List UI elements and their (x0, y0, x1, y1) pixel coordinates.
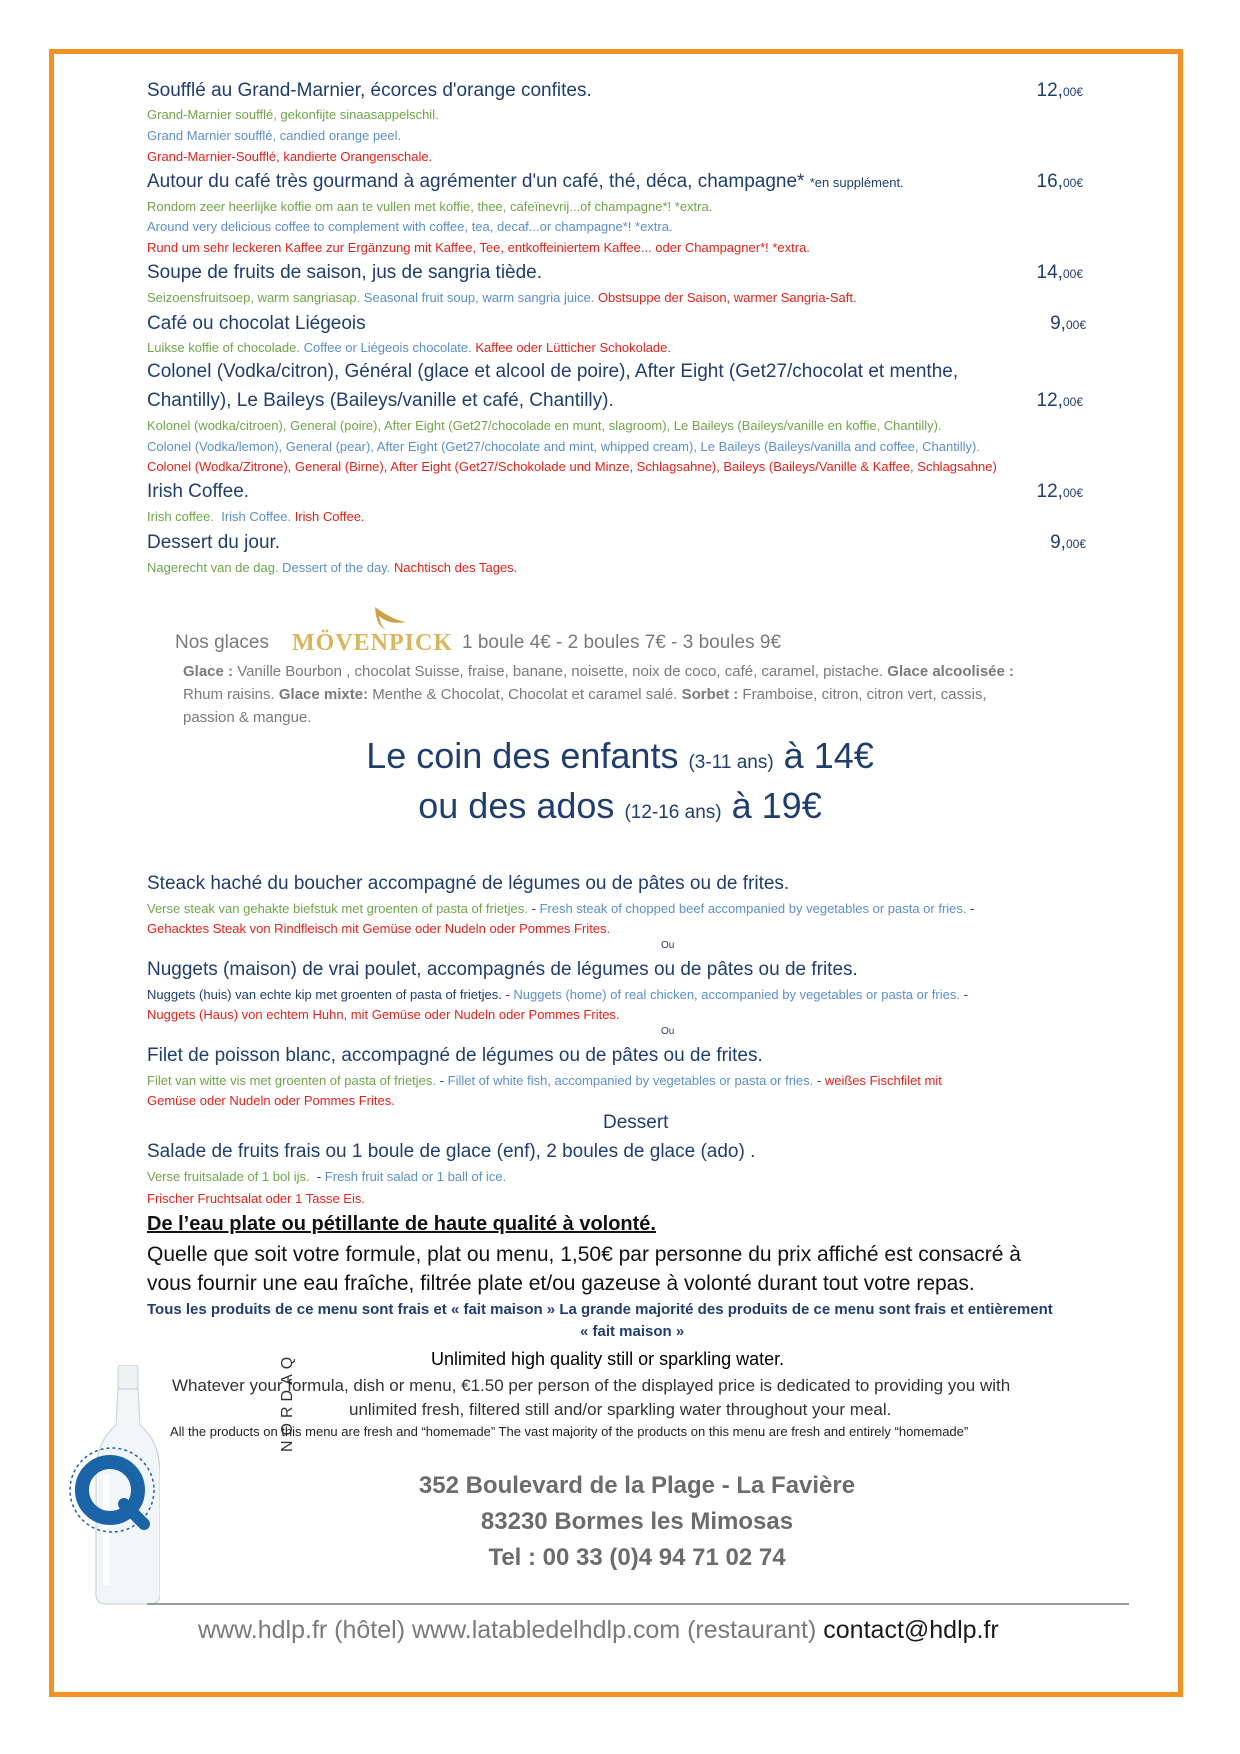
item-3-title: Soupe de fruits de saison, jus de sangria tiède. (147, 262, 543, 283)
item-2-german: Rund um sehr leckeren Kaffee zur Ergänzung mit Kaffee, Tee, entkoffeiniertem Kaffee... oder Champagner*! *extra. (147, 240, 810, 255)
kids-dessert-title: Salade de fruits frais ou 1 boule de glace (enf), 2 boules de glace (ado) . (147, 1141, 756, 1162)
q-logo-icon (62, 1440, 162, 1540)
item-2-dutch: Rondom zeer heerlijke koffie om aan te vullen met koffie, thee, cafeïnevrij...of champagne*! *extra. (147, 199, 713, 214)
water-title-fr: De l’eau plate ou pétillante de haute qualité à volonté. (147, 1213, 656, 1235)
kids-heading-2: ou des ados (12-16 ans) à 19€ (418, 785, 822, 826)
nordaq-logo-text: NORDAQ (279, 1351, 296, 1452)
address-line-2: 83230 Bormes les Mimosas (480, 1508, 794, 1535)
movenpick-logo (290, 604, 460, 658)
item-5-title: Colonel (Vodka/citron), Général (glace et alcool de poire), After Eight (Get27/chocolat et menthe, (147, 361, 959, 382)
address-line-1: 352 Boulevard de la Plage - La Favière (418, 1472, 856, 1499)
item-5-price: 12,00€ (1036, 390, 1083, 411)
water-text-en-2: unlimited fresh, filtered still and/or sparkling water throughout your meal. (349, 1400, 892, 1419)
water-text-fr-2: vous fournir une eau fraîche, filtrée plate et/ou gazeuse à volonté durant tout votre repas. (147, 1272, 975, 1295)
or-separator-2: Ou (661, 1026, 675, 1037)
water-text-en-1: Whatever your formula, dish or menu, €1.50 per person of the displayed price is dedicated to providing you with (172, 1376, 1011, 1395)
ice-cream-prices: 1 boule 4€ - 2 boules 7€ - 3 boules 9€ (462, 632, 782, 653)
kids-dessert-translations: Verse fruitsalade of 1 bol ijs. - Fresh fruit salad or 1 ball of ice. (147, 1169, 507, 1184)
kids-dessert-german: Frischer Fruchtsalat oder 1 Tasse Eis. (147, 1191, 365, 1206)
item-1-title: Soufflé au Grand-Marnier, écorces d'orange confites. (147, 80, 592, 101)
item-1-price: 12,00€ (1036, 80, 1083, 101)
or-separator-1: Ou (661, 940, 675, 951)
movenpick-brand: MÖVENPICK (292, 630, 453, 656)
item-4-translations: Luikse koffie of chocolade. Coffee or Liégeois chocolate. Kaffee oder Lütticher Schokolade. (147, 340, 672, 355)
item-6-translations: Irish coffee. Irish Coffee. Irish Coffee. (147, 509, 365, 524)
water-note-fr-2: « fait maison » (580, 1323, 685, 1340)
footer-divider (147, 1603, 1129, 1605)
ice-cream-label: Nos glaces (175, 632, 269, 653)
item-4-price: 9,00€ (1050, 313, 1086, 334)
item-1-german: Grand-Marnier-Soufflé, kandierte Orangenschale. (147, 149, 433, 164)
item-1-dutch: Grand-Marnier soufflé, gekonfijte sinaasappelschil. (147, 107, 439, 122)
item-4-title: Café ou chocolat Liégeois (147, 313, 366, 334)
item-7-price: 9,00€ (1050, 532, 1086, 553)
kids-dish-3-title: Filet de poisson blanc, accompagné de légumes ou de pâtes ou de frites. (147, 1045, 763, 1066)
nordaq-q-logo (62, 1440, 162, 1540)
item-6-price: 12,00€ (1036, 481, 1083, 502)
footer-websites[interactable]: www.hdlp.fr (hôtel) www.latabledelhdlp.com (restaurant) (198, 1616, 817, 1644)
item-5-title-cont: Chantilly), Le Baileys (Baileys/vanille et café, Chantilly). (147, 390, 614, 411)
item-6-title: Irish Coffee. (147, 481, 250, 502)
ice-cream-flavours-2: Rhum raisins. Glace mixte: Menthe & Chocolat, Chocolat et caramel salé. Sorbet : Framboise, citron, citron vert, cassis, (183, 686, 987, 703)
kids-dish-3-german-cont: Gemüse oder Nudeln oder Pommes Frites. (147, 1093, 395, 1108)
item-2-english: Around very delicious coffee to complement with coffee, tea, decaf...or champagne*! *extra. (147, 219, 673, 234)
item-3-translations: Seizoensfruitsoep, warm sangriasap. Seasonal fruit soup, warm sangria juice. Obstsuppe der Saison, warmer Sangria-Saft. (147, 290, 857, 305)
ice-cream-flavours-1: Glace : Vanille Bourbon , chocolat Suisse, fraise, banane, noisette, noix de coco, café, caramel, pistache. Glace alcoolisée : (183, 663, 1015, 680)
kids-heading-1: Le coin des enfants (3-11 ans) à 14€ (366, 735, 874, 776)
item-5-dutch: Kolonel (wodka/citroen), General (poire), After Eight (Get27/chocolade en munt, slagroom), Le Baileys (Baileys/vanille en koffie, Chantilly). (147, 418, 942, 433)
item-2-title: Autour du café très gourmand à agrémenter d'un café, thé, déca, champagne* *en supplément. (147, 171, 904, 192)
kids-dish-1-translations: Verse steak van gehakte biefstuk met groenten of pasta of frietjes. - Fresh steak of chopped beef accompanied by vegetables or pasta or fries. - (147, 901, 975, 916)
kids-dish-2-translations: Nuggets (huis) van echte kip met groenten of pasta of frietjes. - Nuggets (home) of real chicken, accompanied by vegetables or pasta or fries. - (147, 987, 968, 1002)
item-2-note: *en supplément. (809, 175, 904, 190)
item-5-german: Colonel (Wodka/Zitrone), General (Birne), After Eight (Get27/Schokolade und Minze, Schlagsahne), Baileys (Baileys/Vanille & Kaffee, Schlagsahne) (147, 459, 997, 474)
water-note-fr-1: Tous les produits de ce menu sont frais et « fait maison » La grande majorité des produits de ce menu sont frais et entièrement (147, 1301, 1053, 1318)
water-title-en: Unlimited high quality still or sparkling water. (431, 1349, 785, 1369)
kids-dish-1-title: Steack haché du boucher accompagné de légumes ou de pâtes ou de frites. (147, 873, 790, 894)
kids-dish-1-german: Gehacktes Steak von Rindfleisch mit Gemüse oder Nudeln oder Pommes Frites. (147, 921, 611, 936)
item-3-price: 14,00€ (1036, 262, 1083, 283)
item-7-title: Dessert du jour. (147, 532, 281, 553)
water-text-fr-1: Quelle que soit votre formule, plat ou menu, 1,50€ par personne du prix affiché est consacré à (147, 1243, 1021, 1266)
address-line-3: Tel : 00 33 (0)4 94 71 02 74 (488, 1544, 786, 1571)
item-2-price: 16,00€ (1036, 171, 1083, 192)
kids-dessert-heading: Dessert (603, 1112, 669, 1133)
item-5-english: Colonel (Vodka/lemon), General (pear), After Eight (Get27/chocolate and mint, whipped cream), Le Baileys (Baileys/vanilla and coffee, Chantilly). (147, 439, 980, 454)
kids-dish-3-translations: Filet van witte vis met groenten of pasta of frietjes. - Fillet of white fish, accompanied by vegetables or pasta or fries. - weißes Fischfilet mit (147, 1073, 942, 1088)
item-1-english: Grand Marnier soufflé, candied orange peel. (147, 128, 402, 143)
footer-line (198, 1616, 999, 1645)
water-note-en: All the products on this menu are fresh and “homemade” The vast majority of the products on this menu are fresh and entirely “homemade” (170, 1424, 969, 1439)
kids-dish-2-german: Nuggets (Haus) von echtem Huhn, mit Gemüse oder Nudeln oder Pommes Frites. (147, 1007, 620, 1022)
kids-dish-2-title: Nuggets (maison) de vrai poulet, accompagnés de légumes ou de pâtes ou de frites. (147, 959, 858, 980)
item-7-translations: Nagerecht van de dag. Dessert of the day. Nachtisch des Tages. (147, 560, 518, 575)
footer-email[interactable]: contact@hdlp.fr (823, 1616, 999, 1644)
ice-cream-flavours-3: passion & mangue. (183, 709, 312, 726)
